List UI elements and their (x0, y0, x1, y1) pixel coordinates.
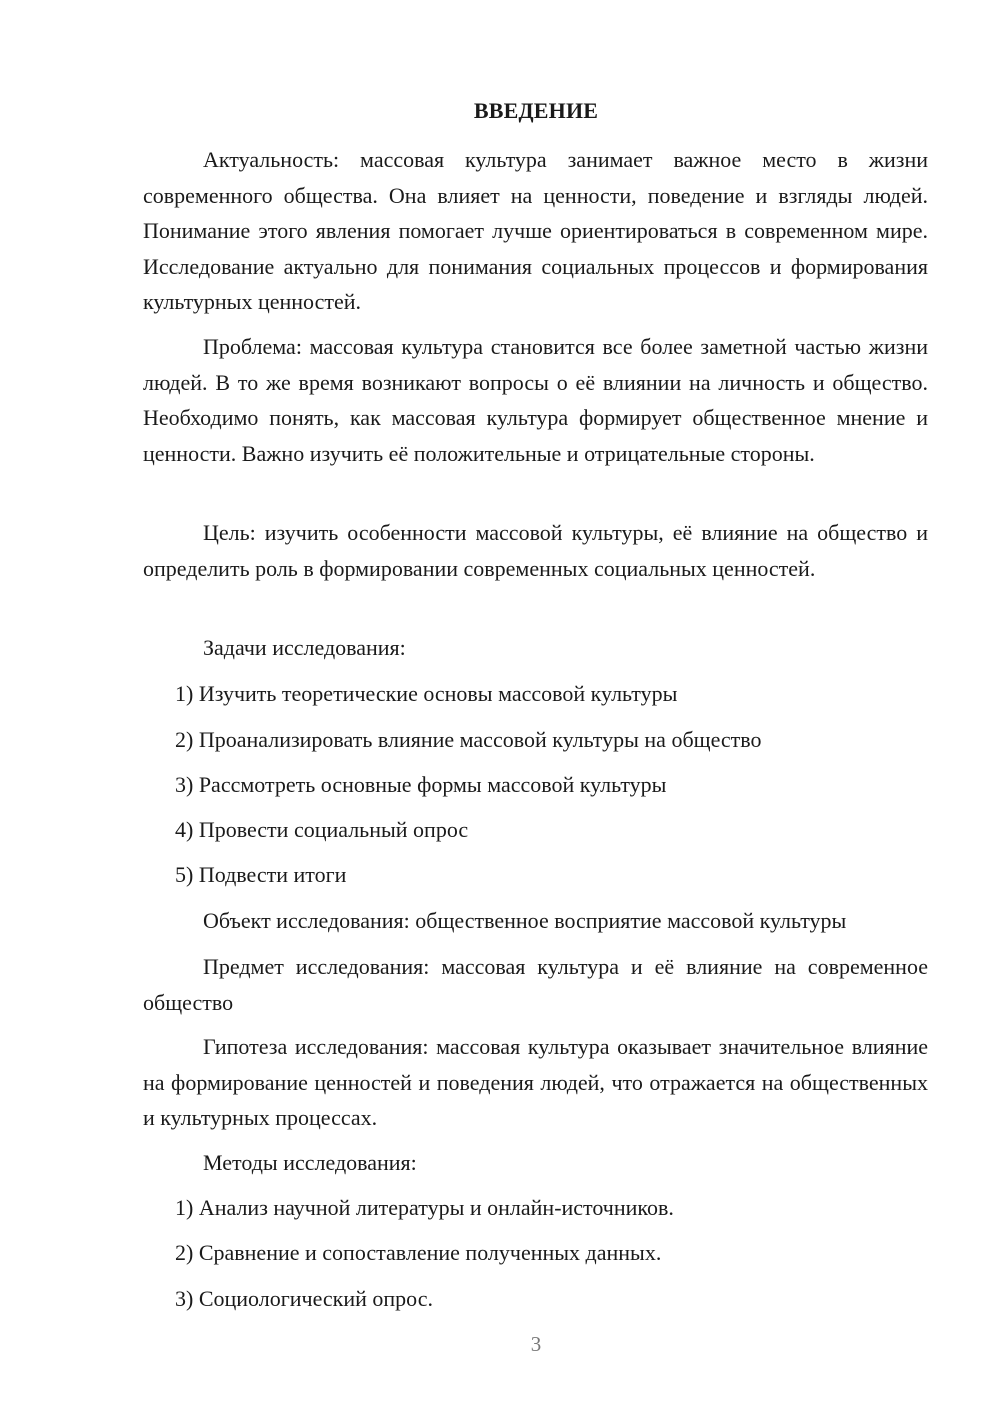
task-item-1: 1) Изучить теоретические основы массовой культуры (175, 681, 678, 706)
task-item-2: 2) Проанализировать влияние массовой культуры на общество (175, 727, 762, 752)
page-title: ВВЕДЕНИЕ (473, 98, 599, 123)
method-item-3: 3) Социологический опрос. (175, 1286, 433, 1311)
subject-paragraph: Предмет исследования: массовая культура и её влияние на современное общество (143, 954, 928, 1015)
goal-paragraph: Цель: изучить особенности массовой культуры, её влияние на общество и определить роль в формировании современных социальных ценностей. (143, 520, 928, 581)
hypothesis-paragraph: Гипотеза исследования: массовая культура оказывает значительное влияние на формирование ценностей и поведения людей, что отражается на общественных и культурных процессах. (143, 1034, 928, 1130)
method-item-2: 2) Сравнение и сопоставление полученных данных. (175, 1240, 662, 1265)
methods-heading: Методы исследования: (203, 1150, 417, 1175)
relevance-paragraph: Актуальность: массовая культура занимает важное место в жизни современного общества. Она влияет на ценности, поведение и взгляды людей. Понимание этого явления помогает лучше ориентироваться в современном мире. Исследование актуально для понимания социальных процессов и формирования культурных ценностей. (143, 147, 928, 314)
task-item-3: 3) Рассмотреть основные формы массовой культуры (175, 772, 667, 797)
problem-paragraph: Проблема: массовая культура становится все более заметной частью жизни людей. В то же время возникают вопросы о её влиянии на личность и общество. Необходимо понять, как массовая культура формирует общественное мнение и ценности. Важно изучить её положительные и отрицательные стороны. (143, 334, 928, 466)
method-item-1: 1) Анализ научной литературы и онлайн-источников. (175, 1195, 674, 1220)
object-paragraph: Объект исследования: общественное восприятие массовой культуры (203, 908, 847, 933)
task-item-4: 4) Провести социальный опрос (175, 817, 469, 842)
page-number: 3 (530, 1332, 542, 1356)
tasks-heading: Задачи исследования: (203, 635, 406, 660)
task-item-5: 5) Подвести итоги (175, 862, 347, 887)
